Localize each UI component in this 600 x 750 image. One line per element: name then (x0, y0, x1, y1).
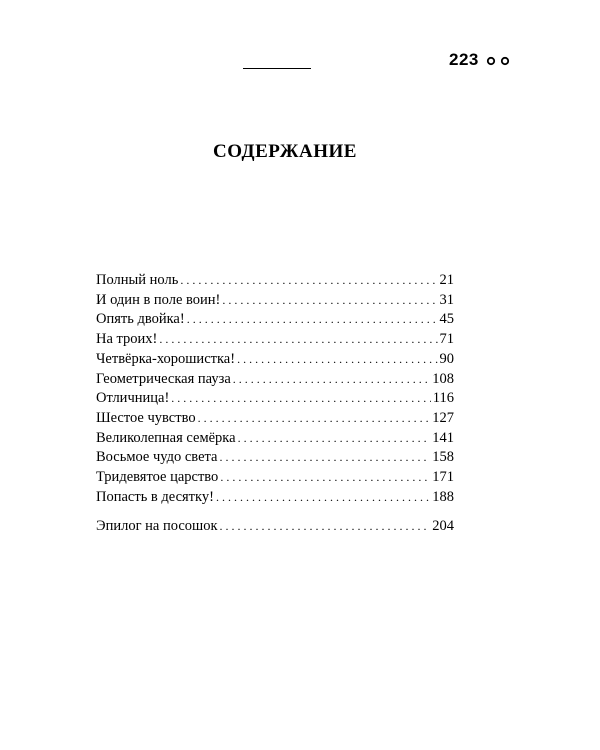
toc-entry-title: Опять двойка! (96, 311, 185, 328)
toc-leader-dots (237, 350, 437, 370)
toc-entry-page: 171 (432, 469, 454, 486)
toc-entry[interactable] (96, 310, 454, 330)
toc-entry-page: 127 (432, 409, 454, 426)
toc-entry-title: Полный ноль (96, 272, 179, 288)
toc-entry-title: Отличница! (96, 390, 170, 407)
toc-entry-page: 141 (432, 429, 454, 446)
toc-entry[interactable] (96, 350, 454, 370)
toc-entry-page: 31 (439, 291, 454, 308)
toc-entry-title: Шестое чувство (96, 409, 196, 426)
toc-entry[interactable] (96, 291, 454, 311)
toc-list (96, 271, 454, 537)
toc-entry[interactable] (96, 370, 454, 390)
toc-entry[interactable] (96, 389, 454, 409)
toc-leader-dots (219, 448, 430, 468)
toc-entry-title: И один в поле воин! (96, 291, 221, 308)
toc-entry-page: 116 (432, 390, 454, 407)
toc-entry-epilogue[interactable] (96, 517, 454, 537)
toc-entry-page: 204 (432, 518, 454, 535)
toc-leader-dots (220, 468, 430, 488)
toc-entry-page: 45 (439, 311, 454, 328)
toc-entry-title: Четвёрка-хорошистка! (96, 350, 236, 367)
toc-entry-page: 108 (432, 370, 454, 387)
toc-entry[interactable] (96, 448, 454, 468)
double-circle-ornament-icon (486, 56, 512, 66)
toc-entry-page: 21 (439, 272, 454, 288)
header-rule (243, 68, 311, 69)
toc-leader-dots (180, 271, 437, 291)
toc-entry[interactable] (96, 330, 454, 350)
toc-entry-page: 90 (439, 350, 454, 367)
toc-leader-dots (220, 517, 431, 537)
toc-leader-dots (233, 370, 430, 390)
toc-entry-page: 188 (432, 488, 454, 505)
toc-entry[interactable] (96, 409, 454, 429)
toc-entry-title: Геометрическая пауза (96, 370, 231, 387)
toc-entry[interactable] (96, 429, 454, 449)
toc-leader-dots (171, 389, 431, 409)
toc-entry-page: 158 (432, 449, 454, 466)
toc-entry-title: Попасть в десятку! (96, 488, 214, 505)
toc-entry-title: Тридевятое царство (96, 469, 219, 486)
toc-entry-title: На троих! (96, 331, 158, 348)
toc-entry-title: Великолепная семёрка (96, 429, 236, 446)
toc-leader-dots (159, 330, 437, 350)
toc-entry[interactable] (96, 468, 454, 488)
toc-entry[interactable] (96, 488, 454, 508)
toc-entry-title: Эпилог на посошок (96, 518, 218, 535)
toc-entry[interactable] (96, 271, 454, 291)
toc-leader-dots (198, 409, 431, 429)
toc-spacer (96, 507, 454, 517)
toc-leader-dots (216, 488, 430, 508)
toc-title: СОДЕРЖАНИЕ (213, 141, 357, 162)
toc-leader-dots (222, 291, 437, 311)
toc-entry-page: 71 (439, 331, 454, 348)
toc-leader-dots (187, 310, 438, 330)
toc-entry-title: Восьмое чудо света (96, 449, 218, 466)
toc-leader-dots (238, 429, 431, 449)
page-number: 223 (449, 50, 479, 69)
